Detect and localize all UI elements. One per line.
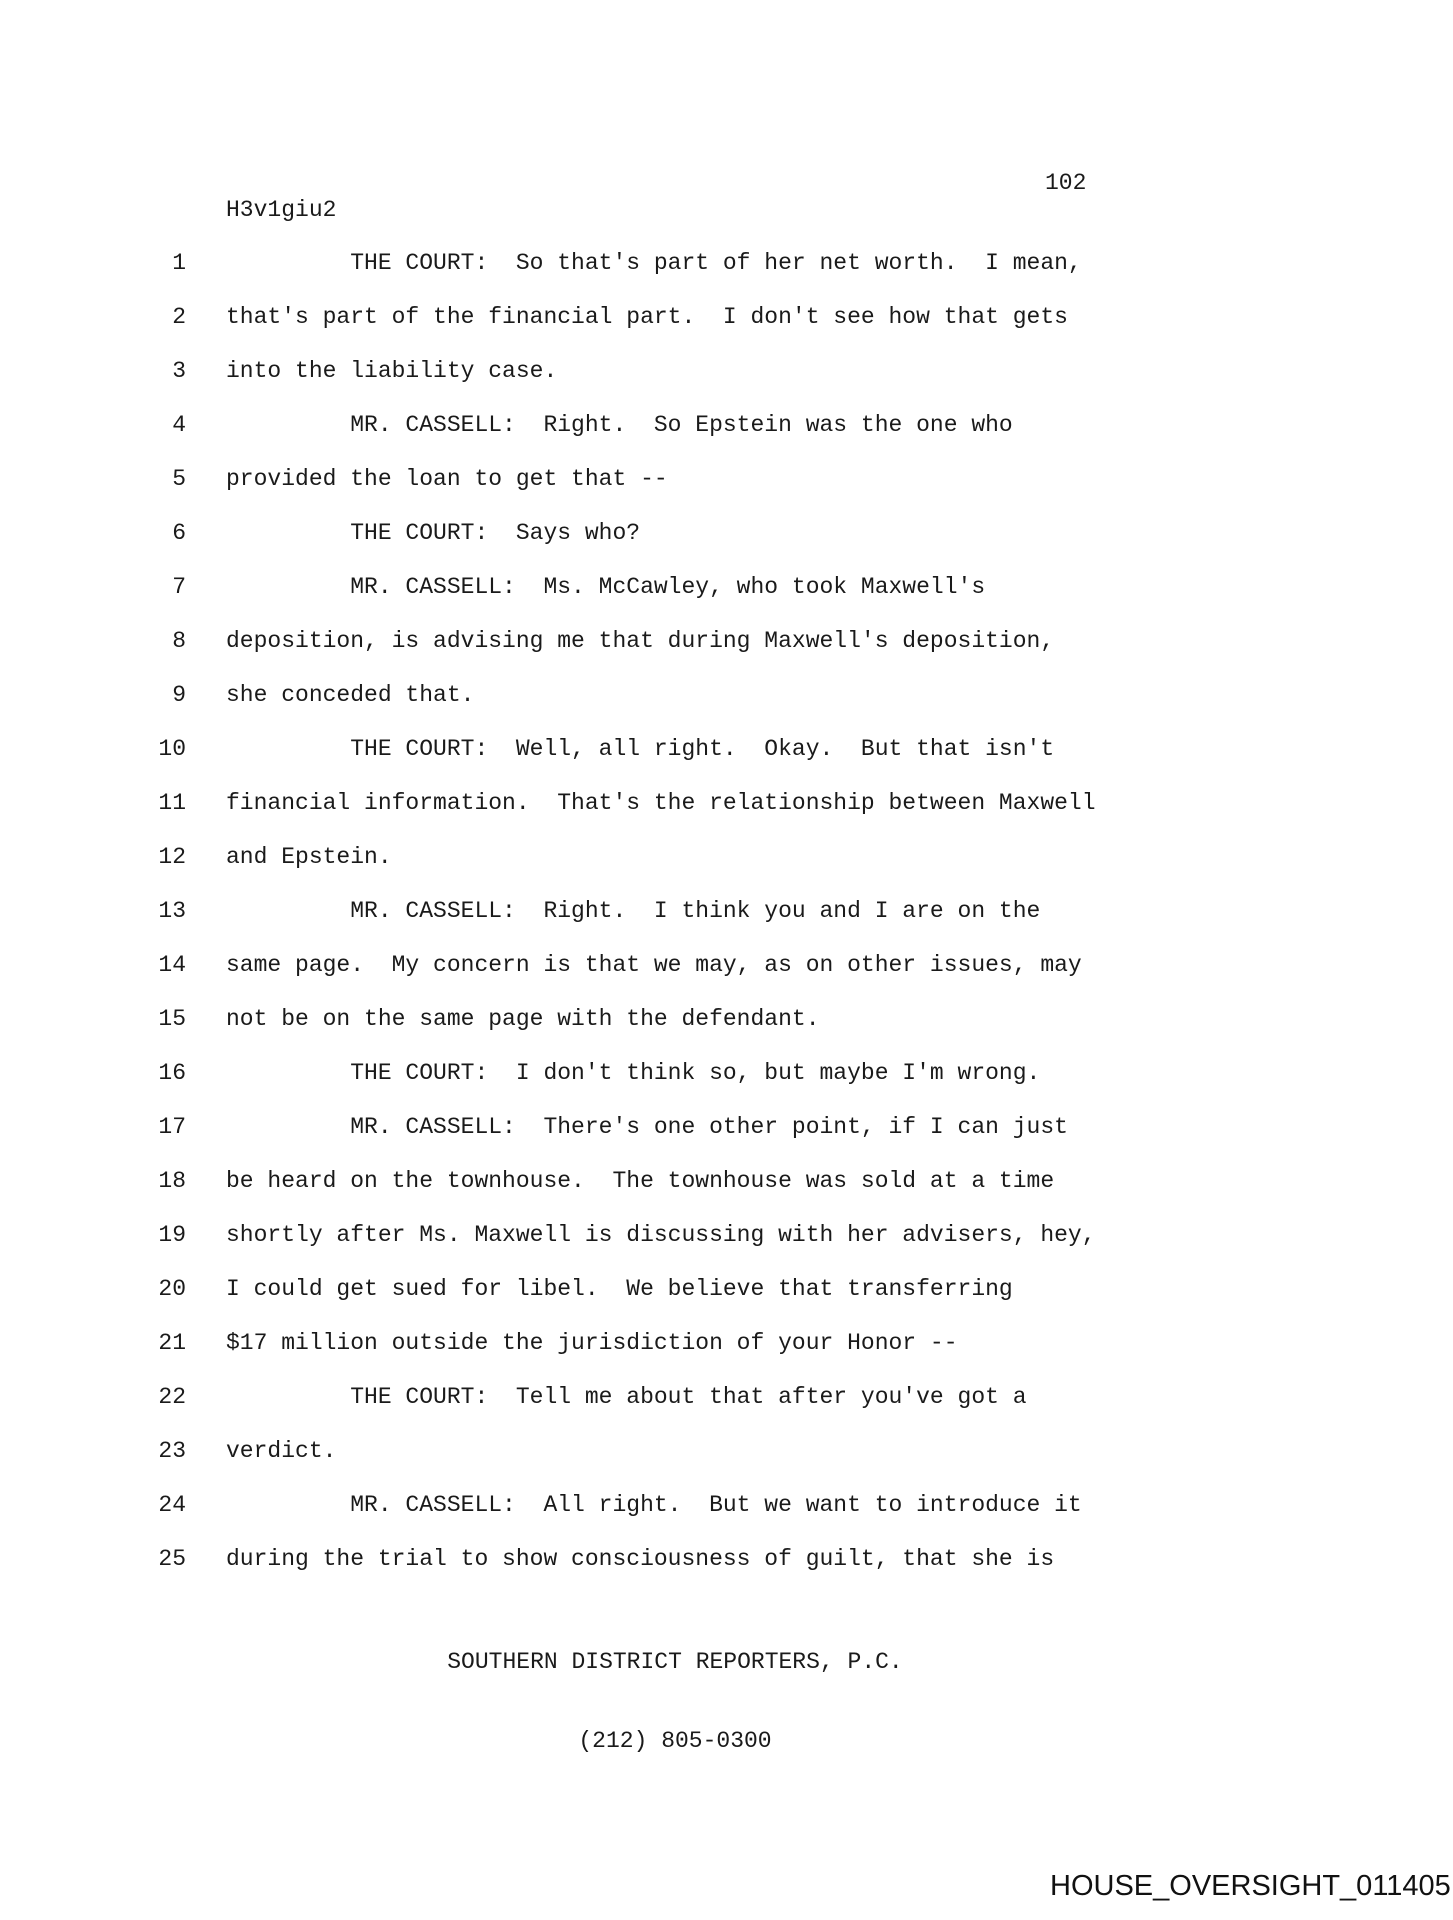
line-number: 4 — [172, 412, 186, 438]
line-number: 6 — [172, 520, 186, 546]
transcript-line — [0, 520, 1453, 574]
transcript-line — [0, 358, 1453, 412]
line-number: 13 — [158, 898, 186, 924]
line-text: THE COURT: So that's part of her net worth. I mean, — [226, 250, 1082, 276]
transcript-line — [0, 1006, 1453, 1060]
line-text: $17 million outside the jurisdiction of your Honor -- — [226, 1330, 958, 1356]
page-number: 102 — [1045, 170, 1087, 196]
transcript-line — [0, 304, 1453, 358]
line-text: verdict. — [226, 1438, 337, 1464]
line-text: THE COURT: Says who? — [226, 520, 641, 546]
line-number: 16 — [158, 1060, 186, 1086]
line-number: 22 — [158, 1384, 186, 1410]
transcript-line — [0, 466, 1453, 520]
line-number: 12 — [158, 844, 186, 870]
line-text: THE COURT: Tell me about that after you've got a — [226, 1384, 1027, 1410]
case-code: H3v1giu2 — [226, 197, 337, 223]
line-text: shortly after Ms. Maxwell is discussing with her advisers, hey, — [226, 1222, 1096, 1248]
line-number: 8 — [172, 628, 186, 654]
line-number: 17 — [158, 1114, 186, 1140]
line-text: MR. CASSELL: There's one other point, if I can just — [226, 1114, 1068, 1140]
line-text: I could get sued for libel. We believe that transferring — [226, 1276, 1013, 1302]
transcript-line — [0, 250, 1453, 304]
transcript-line — [0, 1384, 1453, 1438]
line-text: deposition, is advising me that during Maxwell's deposition, — [226, 628, 1055, 654]
reporter-footer — [0, 1597, 1350, 1781]
transcript-line — [0, 1546, 1453, 1600]
line-text: provided the loan to get that -- — [226, 466, 668, 492]
transcript-line — [0, 1438, 1453, 1492]
transcript-line — [0, 628, 1453, 682]
line-number: 20 — [158, 1276, 186, 1302]
transcript-line — [0, 898, 1453, 952]
line-number: 18 — [158, 1168, 186, 1194]
transcript-line — [0, 1222, 1453, 1276]
line-number: 5 — [172, 466, 186, 492]
line-text: financial information. That's the relationship between Maxwell — [226, 790, 1096, 816]
line-text: she conceded that. — [226, 682, 475, 708]
bates-number: HOUSE_OVERSIGHT_011405 — [1050, 1870, 1451, 1902]
line-number: 10 — [158, 736, 186, 762]
line-number: 9 — [172, 682, 186, 708]
line-number: 7 — [172, 574, 186, 600]
line-number: 19 — [158, 1222, 186, 1248]
transcript-line — [0, 844, 1453, 898]
line-text: and Epstein. — [226, 844, 392, 870]
line-number: 24 — [158, 1492, 186, 1518]
line-number: 23 — [158, 1438, 186, 1464]
line-number: 11 — [158, 790, 186, 816]
transcript-line — [0, 412, 1453, 466]
transcript-line — [0, 1330, 1453, 1384]
transcript-line — [0, 1060, 1453, 1114]
line-number: 15 — [158, 1006, 186, 1032]
line-text: not be on the same page with the defendant. — [226, 1006, 820, 1032]
line-number: 14 — [158, 952, 186, 978]
line-text: into the liability case. — [226, 358, 558, 384]
line-text: MR. CASSELL: All right. But we want to introduce it — [226, 1492, 1082, 1518]
transcript-line — [0, 574, 1453, 628]
line-number: 21 — [158, 1330, 186, 1356]
reporter-phone: (212) 805-0300 — [578, 1728, 772, 1754]
line-text: be heard on the townhouse. The townhouse was sold at a time — [226, 1168, 1055, 1194]
line-text: MR. CASSELL: Right. I think you and I are on the — [226, 898, 1041, 924]
transcript-line — [0, 682, 1453, 736]
line-text: same page. My concern is that we may, as on other issues, may — [226, 952, 1082, 978]
line-text: MR. CASSELL: Ms. McCawley, who took Maxwell's — [226, 574, 986, 600]
line-number: 3 — [172, 358, 186, 384]
line-text: that's part of the financial part. I don't see how that gets — [226, 304, 1068, 330]
transcript-line — [0, 736, 1453, 790]
line-number: 2 — [172, 304, 186, 330]
transcript-line — [0, 1114, 1453, 1168]
line-number: 1 — [172, 250, 186, 276]
transcript-line — [0, 952, 1453, 1006]
transcript-line — [0, 790, 1453, 844]
line-text: THE COURT: Well, all right. Okay. But that isn't — [226, 736, 1055, 762]
line-number: 25 — [158, 1546, 186, 1572]
line-text: MR. CASSELL: Right. So Epstein was the one who — [226, 412, 1013, 438]
line-text: THE COURT: I don't think so, but maybe I'm wrong. — [226, 1060, 1041, 1086]
transcript-line — [0, 1276, 1453, 1330]
transcript-line — [0, 1492, 1453, 1546]
transcript-line — [0, 1168, 1453, 1222]
reporter-name: SOUTHERN DISTRICT REPORTERS, P.C. — [447, 1649, 903, 1675]
transcript-body — [0, 250, 1453, 1600]
line-text: during the trial to show consciousness of guilt, that she is — [226, 1546, 1055, 1572]
